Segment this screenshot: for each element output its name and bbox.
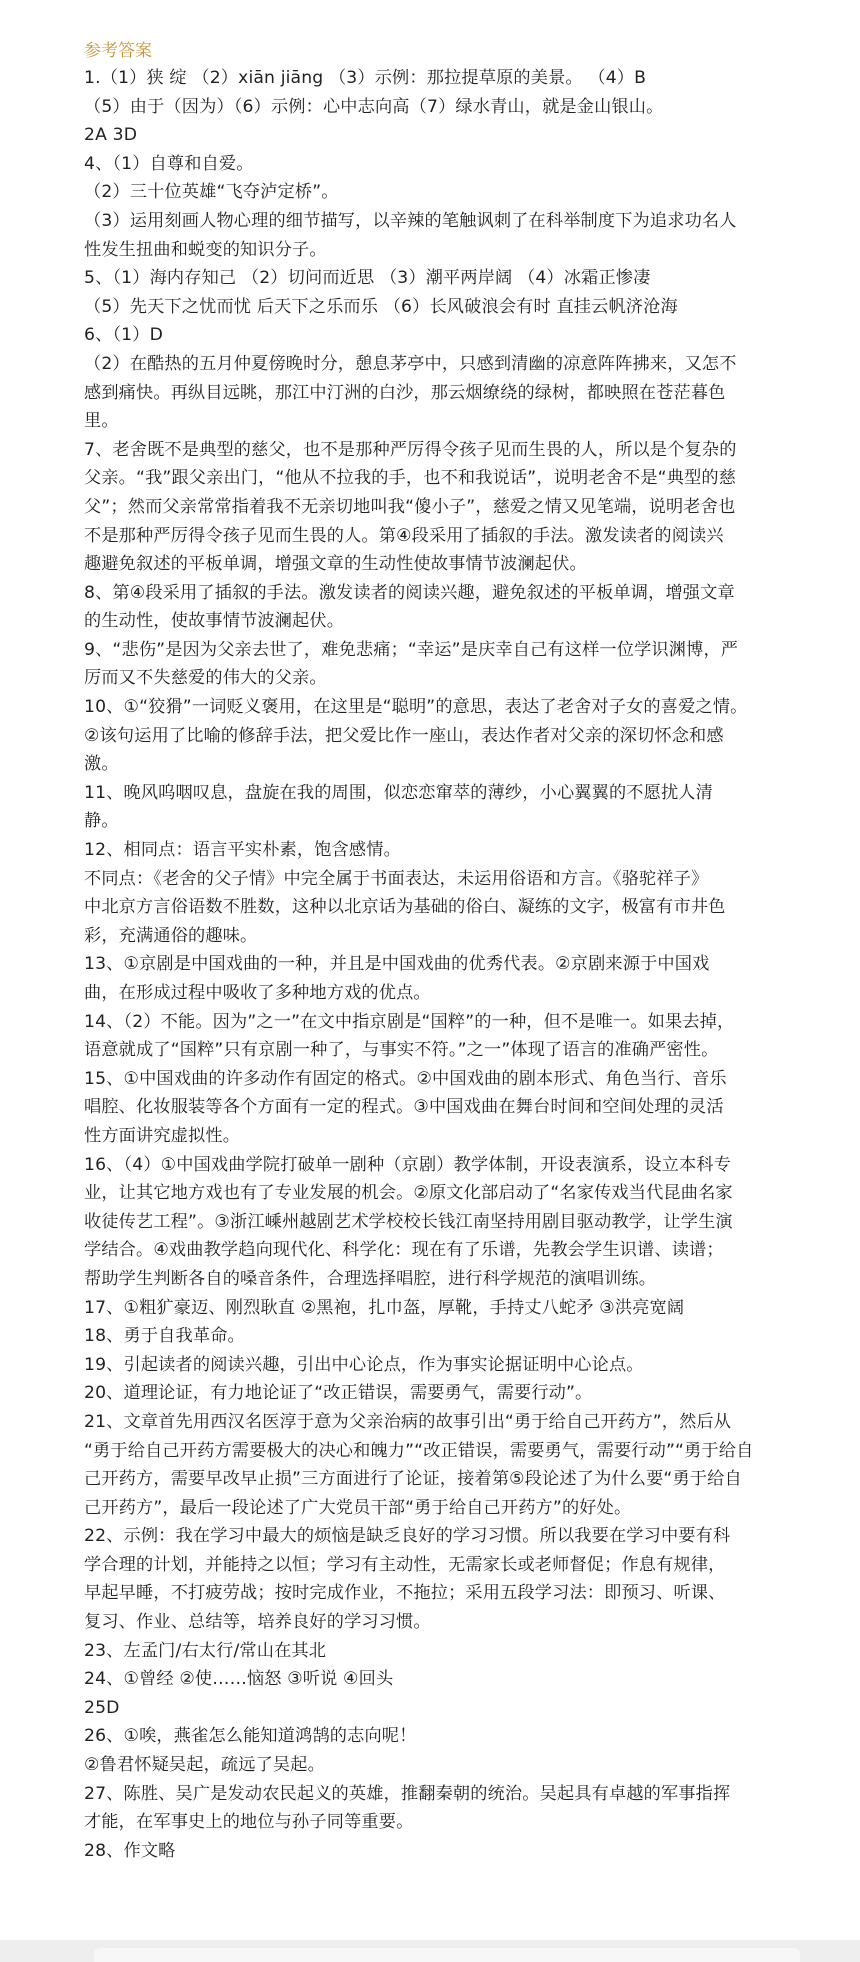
answer-line: 13、①京剧是中国戏曲的一种，并且是中国戏曲的优秀代表。②京剧来源于中国戏: [84, 954, 710, 975]
answer-line: 性方面讲究虚拟性。: [84, 1125, 241, 1146]
answer-line: 中北京方言俗语数不胜数，这种以北京话为基础的俗白、凝练的文字，极富有市井色: [84, 897, 726, 918]
answer-line: （2）在酷热的五月仲夏傍晚时分，憩息茅亭中，只感到清幽的凉意阵阵拂来，又怎不: [84, 353, 737, 374]
answer-line: 早起早睡，不打疲劳战；按时完成作业，不拖拉；采用五段学习法：即预习、听课、: [84, 1583, 726, 1604]
answer-line: 8、第④段采用了插叙的手法。激发读者的阅读兴趣，避免叙述的平板单调，增强文章: [84, 582, 735, 603]
answer-line: 性发生扭曲和蜕变的知识分子。: [84, 239, 327, 260]
answer-line: 业，让其它地方戏也有了专业发展的机会。②原文化部启动了“名家传戏当代昆曲名家: [84, 1183, 733, 1204]
answer-line: 己开药方”，最后一段论述了广大党员干部“勇于给自己开药方”的好处。: [84, 1497, 632, 1518]
answer-line: 不同点：《老舍的父子情》中完全属于书面表达，未运用俗语和方言。《骆驼祥子》: [84, 868, 709, 889]
answer-line: 28、作文略: [84, 1840, 176, 1861]
answer-line: 4、（1）自尊和自爱。: [84, 153, 254, 174]
bottom-bar-panel: [94, 1948, 800, 1962]
answer-line: 11、晚风呜咽叹息，盘旋在我的周围，似恋恋窜萃的薄纱，小心翼翼的不愿扰人清: [84, 782, 713, 803]
answer-line: 收徒传艺工程”。③浙江嵊州越剧艺术学校校长钱江南坚持用剧目驱动教学，让学生演: [84, 1211, 733, 1232]
answer-line: 学合理的计划，并能持之以恒；学习有主动性，无需家长或老师督促；作息有规律，: [84, 1554, 726, 1575]
answer-line: 曲，在形成过程中吸收了多种地方戏的优点。: [84, 983, 431, 1003]
answer-line: 7、老舍既不是典型的慈父，也不是那种严厉得令孩子见而生畏的人，所以是个复杂的: [84, 439, 737, 460]
answer-line: 18、勇于自我革命。: [84, 1326, 245, 1347]
answer-line: 10、①“狡猾”一词贬义褒用，在这里是“聪明”的意思，表达了老舍对子女的喜爱之情。: [84, 697, 748, 718]
answer-line: 26、①唉，燕雀怎么能知道鸿鹄的志向呢！: [84, 1726, 417, 1747]
answer-line: （5）由于（因为）（6）示例：心中志向高（7）绿水青山，就是金山银山。: [84, 96, 664, 117]
answer-line: 17、①粗犷豪迈、刚烈耿直 ②黑袍，扎巾盔，厚靴，手持丈八蛇矛 ③洪亮宽阔: [84, 1297, 685, 1318]
answer-line: 语意就成了“国粹”只有京剧一种了，与事实不符。”之一”体现了语言的准确严密性。: [84, 1040, 719, 1061]
answer-line: 己开药方，需要早改早止损”三方面进行了论证，接着第⑤段论述了为什么要“勇于给自: [84, 1469, 742, 1490]
answer-line: 16、（4）①中国戏曲学院打破单一剧种（京剧）教学体制，开设表演系，设立本科专: [84, 1154, 732, 1175]
answer-line: 父”；然而父亲常常指着我不无亲切地叫我“傻小子”，慈爱之情又见笔端，说明老舍也: [84, 496, 736, 517]
answer-line: （3）运用刻画人物心理的细节描写，以辛辣的笔触讽刺了在科举制度下为追求功名人: [84, 210, 737, 231]
answer-line: 静。: [84, 811, 119, 832]
answer-line: ②该句运用了比喻的修辞手法，把父爱比作一座山，表达作者对父亲的深切怀念和感: [84, 725, 724, 746]
answer-line: 帮助学生判断各自的嗓音条件，合理选择唱腔，进行科学规范的演唱训练。: [84, 1268, 657, 1289]
answer-line: 2A 3D: [84, 125, 138, 146]
answer-line: 学结合。④戏曲教学趋向现代化、科学化：现在有了乐谱，先教会学生识谱、读谱；: [84, 1240, 724, 1261]
answer-line: 唱腔、化妆服装等各个方面有一定的程式。③中国戏曲在舞台时间和空间处理的灵活: [84, 1097, 724, 1118]
answer-line: 彩，充满通俗的趣味。: [84, 925, 258, 946]
answer-line: 24、①曾经 ②使……恼怒 ③听说 ④回头: [84, 1669, 394, 1690]
answer-line: 5、（1）海内存知己 （2）切问而近思 （3）潮平两岸阔 （4）冰霜正惨凄: [84, 268, 651, 289]
answer-line: 21、文章首先用西汉名医淳于意为父亲治病的故事引出“勇于给自己开药方”，然后从: [84, 1411, 732, 1432]
answer-line: 12、相同点：语言平实朴素，饱含感情。: [84, 840, 401, 861]
answer-line: 25D: [84, 1697, 120, 1718]
answer-line: 15、①中国戏曲的许多动作有固定的格式。②中国戏曲的剧本形式、角色当行、音乐: [84, 1068, 727, 1089]
answer-line: 感到痛快。再纵目远眺，那江中汀洲的白沙，那云烟缭绕的绿树，都映照在苍茫暮色: [84, 382, 726, 403]
answer-line: 复习、作业、总结等，培养良好的学习习惯。: [84, 1612, 431, 1633]
answer-line: 激。: [84, 754, 119, 775]
answer-line: 27、陈胜、吴广是发动农民起义的英雄，推翻秦朝的统治。吴起具有卓越的军事指挥: [84, 1783, 731, 1804]
answer-line: 的生动性，使故事情节波澜起伏。: [84, 611, 345, 632]
answer-line: 趣避免叙述的平板单调，增强文章的生动性使故事情节波澜起伏。: [84, 554, 587, 575]
document-title: 参考答案: [84, 41, 152, 61]
answer-lines: [84, 64, 844, 1865]
answer-line: 22、示例：我在学习中最大的烦恼是缺乏良好的学习习惯。所以我要在学习中要有科: [84, 1526, 731, 1547]
bottom-scroll-area: [0, 1940, 860, 1962]
answer-line: 里。: [84, 411, 119, 432]
answer-line: 1.（1）狭 绽 （2）xiān jiāng （3）示例：那拉提草原的美景。 （4）B: [84, 68, 647, 88]
answer-line: 父亲。“我”跟父亲出门，“他从不拉我的手，也不和我说话”，说明老舍不是“典型的慈: [84, 468, 737, 489]
answer-line: 不是那种严厉得令孩子见而生畏的人。第④段采用了插叙的手法。激发读者的阅读兴: [84, 525, 724, 546]
answer-line: 14、（2）不能。因为”之一”在文中指京剧是“国粹”的一种，但不是唯一。如果去掉，: [84, 1011, 735, 1032]
answer-line: 厉而又不失慈爱的伟大的父亲。: [84, 668, 327, 689]
answer-line: 19、引起读者的阅读兴趣，引出中心论点，作为事实论据证明中心论点。: [84, 1354, 644, 1375]
answer-line: ②鲁君怀疑吴起，疏远了吴起。: [84, 1755, 325, 1776]
answer-line: （2）三十位英雄“飞夺泸定桥”。: [84, 182, 339, 203]
answer-line: 9、“悲伤”是因为父亲去世了，难免悲痛；“幸运”是庆幸自己有这样一位学识渊博，严: [84, 639, 739, 660]
answer-line: 23、左孟门/右太行/常山在其北: [84, 1640, 327, 1661]
answer-line: 20、道理论证，有力地论证了“改正错误，需要勇气，需要行动”。: [84, 1383, 593, 1404]
answer-line: “勇于给自己开药方需要极大的决心和魄力”“改正错误，需要勇气，需要行动”“勇于给自: [84, 1440, 754, 1461]
answer-line: 6、（1）D: [84, 325, 163, 346]
answer-line: 才能，在军事史上的地位与孙子同等重要。: [84, 1812, 414, 1833]
answer-line: （5）先天下之忧而忧 后天下之乐而乐 （6）长风破浪会有时 直挂云帆济沧海: [84, 296, 678, 317]
